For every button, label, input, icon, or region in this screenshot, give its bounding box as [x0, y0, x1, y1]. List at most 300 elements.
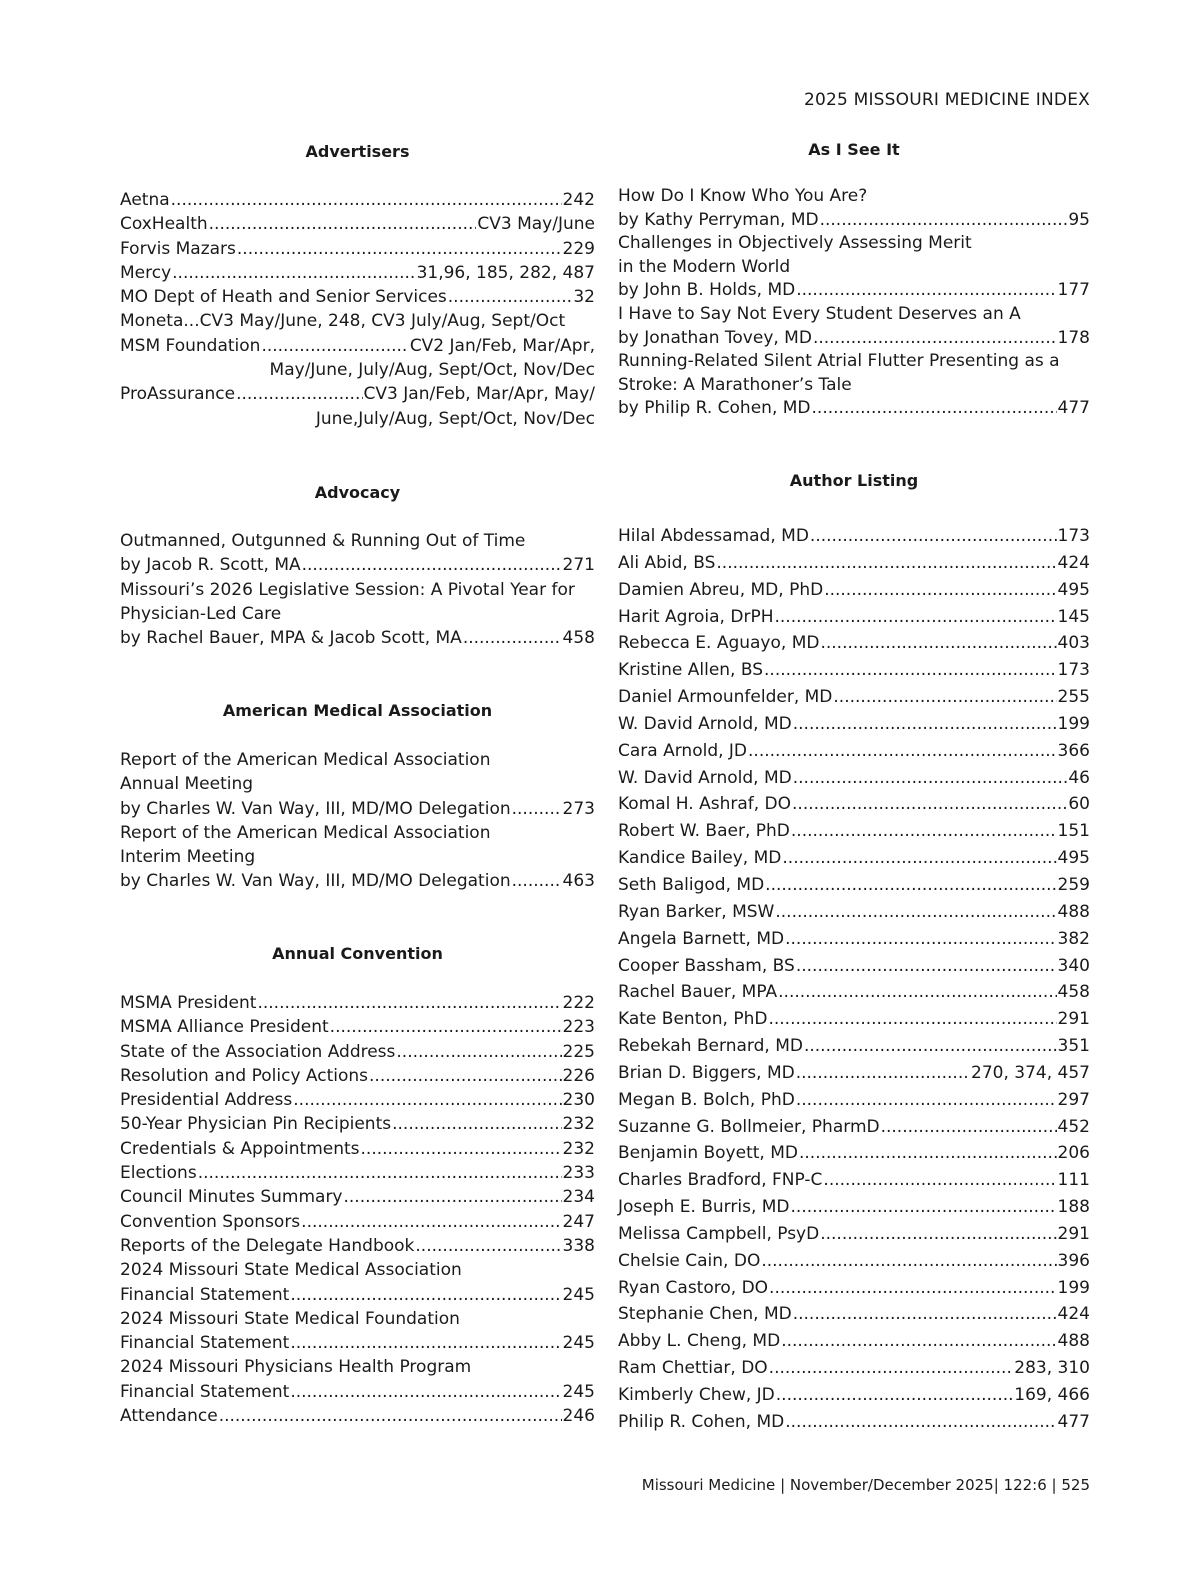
entry-label: Ram Chettiar, DO [618, 1358, 768, 1379]
dot-leader [823, 1167, 1056, 1194]
entry-page: 173 [1057, 526, 1090, 546]
dot-leader [761, 1248, 1056, 1275]
dot-leader [396, 1040, 561, 1064]
entry-page: 188 [1057, 1197, 1090, 1218]
footer-separator: | [1046, 1476, 1062, 1494]
entry-page: 340 [1057, 955, 1090, 976]
entry-page: 229 [562, 238, 595, 259]
advocacy-section [120, 483, 595, 649]
dot-leader [172, 261, 415, 285]
index-entry [120, 237, 595, 261]
section-heading: American Medical Association [222, 701, 493, 720]
dot-leader [796, 1087, 1057, 1114]
footer-separator: | [993, 1476, 1004, 1494]
entry-label: Ali Abid, BS [618, 552, 716, 573]
entry-title-line: Stroke: A Marathoner’s Tale [618, 374, 852, 395]
entry-page: 424 [1057, 1304, 1090, 1325]
dot-leader [448, 285, 573, 309]
dot-leader [764, 657, 1057, 684]
entry-label: by Kathy Perryman, MD [618, 209, 819, 230]
entry-page: 488 [1057, 1331, 1090, 1352]
index-entry [618, 327, 1090, 351]
entry-label: State of the Association Address [120, 1041, 396, 1062]
index-entry [120, 1161, 595, 1185]
entry-page: 206 [1057, 1143, 1090, 1164]
entry-page: 226 [562, 1065, 595, 1086]
section-heading: As I See It [808, 140, 900, 159]
entry-label: Seth Baligod, MD [618, 874, 765, 895]
entry-label: by Jacob R. Scott, MA [120, 555, 301, 576]
entry-page: 32 [573, 287, 595, 308]
index-entry [120, 1210, 595, 1234]
continuation-text: May/June, July/Aug, Sept/Oct, Nov/Dec [269, 360, 595, 381]
dot-leader [791, 1194, 1057, 1221]
entry-page: 245 [562, 1381, 595, 1402]
entry-title-line: Outmanned, Outgunned & Running Out of Time [120, 531, 526, 551]
index-entry [120, 1234, 595, 1258]
entry-page: CV3 Jan/Feb, Mar/Apr, May/ [363, 384, 595, 405]
convention-section [120, 944, 595, 1427]
entry-label: Angela Barnett, MD [618, 928, 785, 949]
entry-page: 225 [562, 1041, 595, 1062]
dot-leader [799, 1140, 1057, 1167]
index-entry [618, 1355, 1090, 1382]
dot-leader [778, 979, 1056, 1006]
dot-leader [792, 791, 1067, 818]
entry-label: Harit Agroia, DrPH [618, 606, 774, 627]
index-entry [618, 279, 1090, 303]
entry-label: Council Minutes Summary [120, 1187, 343, 1208]
entry-label: Elections [120, 1163, 197, 1184]
section-heading: Advocacy [314, 483, 401, 502]
entry-page: 458 [1057, 982, 1090, 1003]
index-entry [618, 1382, 1090, 1409]
index-entry [618, 397, 1090, 421]
dot-leader [344, 1185, 562, 1209]
entry-label: Cooper Bassham, BS [618, 955, 795, 976]
entry-page: 477 [1057, 1411, 1090, 1432]
index-entry [618, 1060, 1090, 1087]
entry-label: Kandice Bailey, MD [618, 848, 782, 869]
index-entry [618, 926, 1090, 953]
entry-title-line: Interim Meeting [120, 847, 256, 868]
entry-page: 458 [562, 628, 595, 649]
index-entry [618, 872, 1090, 899]
footer-journal: Missouri Medicine [641, 1476, 776, 1494]
dot-leader [301, 1210, 561, 1234]
dot-leader [209, 212, 477, 236]
entry-label: Kate Benton, PhD [618, 1009, 768, 1030]
entry-label: Joseph E. Burris, MD [618, 1197, 790, 1218]
dot-leader [791, 818, 1057, 845]
index-entry [618, 657, 1090, 684]
index-entry [618, 1006, 1090, 1033]
dot-leader [748, 738, 1057, 765]
entry-title-line: Report of the American Medical Association [120, 822, 491, 843]
dot-leader [820, 209, 1068, 233]
dot-leader [290, 1380, 561, 1404]
index-entry [618, 209, 1090, 233]
dot-leader [812, 397, 1057, 421]
dot-leader [512, 869, 562, 893]
index-entry [120, 382, 595, 406]
entry-page: 291 [1057, 1223, 1090, 1244]
entry-label: Reports of the Delegate Handbook [120, 1235, 415, 1256]
dot-leader [302, 553, 562, 577]
index-entry [120, 1331, 595, 1355]
index-entry [618, 791, 1090, 818]
entry-label: Daniel Armounfelder, MD [618, 687, 833, 708]
entry-page: 245 [562, 1333, 595, 1354]
index-entry [120, 1015, 595, 1039]
dot-leader [361, 1137, 562, 1161]
advertisers-list [120, 188, 595, 431]
dot-leader [782, 845, 1056, 872]
dot-leader [392, 1112, 561, 1136]
dot-leader [796, 1060, 970, 1087]
entry-page: 247 [562, 1211, 595, 1232]
entry-label: Aetna [120, 190, 170, 210]
dot-leader [793, 765, 1068, 792]
entry-label: Robert W. Baer, PhD [618, 821, 790, 842]
entry-label: Ryan Castoro, DO [618, 1277, 769, 1298]
entry-page: 283, 310 [1014, 1358, 1090, 1379]
advocacy-list [120, 529, 595, 650]
entry-page: 403 [1057, 633, 1090, 654]
index-entry [618, 1167, 1090, 1194]
entry-title-line: 2024 Missouri State Medical Foundation [120, 1308, 460, 1329]
index-entry [618, 979, 1090, 1006]
index-entry [618, 711, 1090, 738]
entry-page: 338 [562, 1235, 595, 1256]
index-entry [120, 1088, 595, 1112]
entry-label: Resolution and Policy Actions [120, 1065, 369, 1086]
entry-page: 46 [1068, 767, 1090, 788]
index-entry [618, 1328, 1090, 1355]
entry-page: 177 [1057, 280, 1090, 301]
as-i-see-it-list [618, 185, 1090, 421]
entry-page: 151 [1057, 821, 1090, 842]
dot-leader [793, 1301, 1057, 1328]
dot-leader [813, 327, 1057, 351]
entry-label: Rachel Bauer, MPA [618, 982, 778, 1003]
entry-label: Charles Bradford, FNP-C [618, 1170, 823, 1191]
index-entry [618, 1248, 1090, 1275]
dot-leader [290, 1283, 561, 1307]
entry-title-line: in the Modern World [618, 256, 791, 277]
index-entry [618, 1301, 1090, 1328]
entry-title-line: Missouri’s 2026 Legislative Session: A Pivotal Year for [120, 579, 575, 600]
dot-leader [810, 523, 1057, 550]
as-i-see-it-section [618, 140, 1090, 419]
footer-page-number: 525 [1061, 1476, 1090, 1494]
entry-label: by Philip R. Cohen, MD [618, 398, 811, 419]
entry-page: 31,96, 185, 282, 487 [416, 262, 595, 283]
dot-leader [775, 899, 1056, 926]
index-entry [618, 765, 1090, 792]
entry-label: by Charles W. Van Way, III, MD/MO Delegation [120, 871, 511, 892]
dot-leader [785, 926, 1056, 953]
dot-leader [219, 1404, 562, 1428]
entry-title-line: 2024 Missouri State Medical Association [120, 1260, 462, 1281]
entry-page: 452 [1057, 1116, 1090, 1137]
entry-label: Forvis Mazars [120, 238, 236, 259]
index-entry [618, 630, 1090, 657]
index-entry [618, 1087, 1090, 1114]
index-entry [120, 1112, 595, 1136]
index-entry [120, 869, 595, 893]
dot-leader [293, 1088, 561, 1112]
dot-leader [796, 279, 1056, 303]
entry-label: Cara Arnold, JD [618, 740, 748, 761]
entry-page: 169, 466 [1014, 1385, 1090, 1405]
index-entry [618, 845, 1090, 872]
entry-page: 111 [1057, 1170, 1090, 1191]
entry-label: Presidential Address [120, 1090, 293, 1111]
index-entry [618, 1275, 1090, 1302]
entry-page: 273 [562, 798, 595, 819]
entry-page: CV3 May/June [477, 214, 595, 235]
entry-page: 477 [1057, 398, 1090, 419]
entry-title-line: Challenges in Objectively Assessing Merit [618, 233, 972, 254]
entry-label: Attendance [120, 1406, 218, 1427]
entry-label: Financial Statement [120, 1284, 290, 1305]
entry-label: CoxHealth [120, 214, 208, 235]
entry-label: Financial Statement [120, 1381, 290, 1402]
footer-issue: November/December 2025 [789, 1476, 994, 1494]
entry-page: 60 [1068, 794, 1090, 815]
dot-leader [415, 1234, 561, 1258]
dot-leader [785, 1409, 1056, 1436]
index-entry [618, 818, 1090, 845]
dot-leader [804, 1033, 1057, 1060]
entry-label: Kristine Allen, BS [618, 660, 764, 681]
section-heading: Annual Convention [272, 944, 443, 963]
index-entry [120, 1040, 595, 1064]
entry-label: Kimberly Chew, JD [618, 1385, 775, 1405]
entry-label: ProAssurance [120, 384, 236, 405]
index-entry [618, 684, 1090, 711]
entry-label: Suzanne G. Bollmeier, PharmD [618, 1116, 880, 1137]
entry-continuation [120, 358, 595, 382]
index-entry [120, 626, 595, 650]
dot-leader [824, 577, 1056, 604]
dot-leader [236, 382, 362, 406]
entry-page: 173 [1057, 660, 1090, 681]
entry-page: 382 [1057, 928, 1090, 949]
entry-page: 246 [562, 1406, 595, 1427]
entry-page: 291 [1057, 1009, 1090, 1030]
entry-label: W. David Arnold, MD [618, 713, 792, 734]
entry-label: Rebecca E. Aguayo, MD [618, 633, 820, 654]
entry-page: 199 [1057, 713, 1090, 734]
dot-leader [512, 797, 562, 821]
dot-leader [881, 1114, 1057, 1141]
index-entry [120, 797, 595, 821]
entry-page: 270, 374, 457 [971, 1062, 1090, 1083]
index-entry [618, 1221, 1090, 1248]
dot-leader [776, 1382, 1014, 1409]
entry-label: by Jonathan Tovey, MD [618, 327, 812, 348]
entry-label: Brian D. Biggers, MD [618, 1062, 795, 1083]
entry-label: Melissa Campbell, PsyD [618, 1223, 820, 1244]
continuation-text: June,July/Aug, Sept/Oct, Nov/Dec [315, 408, 595, 429]
index-entry [618, 1140, 1090, 1167]
index-entry [618, 604, 1090, 631]
dot-leader [290, 1331, 561, 1355]
index-entry [618, 577, 1090, 604]
entry-page: 233 [562, 1163, 595, 1184]
entry-page: 222 [562, 993, 595, 1013]
entry-title-line: Running-Related Silent Atrial Flutter Presenting as a [618, 351, 1060, 372]
entry-label: MSMA Alliance President [120, 1017, 329, 1038]
entry-label: Komal H. Ashraf, DO [618, 794, 792, 815]
entry-label: Rebekah Bernard, MD [618, 1036, 803, 1057]
entry-label: by Rachel Bauer, MPA & Jacob Scott, MA [120, 628, 462, 649]
entry-label: Credentials & Appointments [120, 1138, 360, 1159]
entry-page: 145 [1057, 606, 1090, 627]
entry-page: 232 [562, 1114, 595, 1135]
entry-page: 297 [1057, 1089, 1090, 1110]
section-heading: Advertisers [305, 142, 410, 161]
index-entry [120, 553, 595, 577]
running-head: 2025 MISSOURI MEDICINE INDEX [803, 90, 1090, 110]
index-entry [120, 188, 595, 212]
entry-page: 366 [1057, 740, 1090, 761]
index-entry [618, 953, 1090, 980]
dot-leader [261, 334, 408, 358]
entry-page: 95 [1068, 209, 1090, 230]
entry-title-line: I Have to Say Not Every Student Deserves an A [618, 303, 1021, 324]
index-entry [120, 1185, 595, 1209]
entry-page: 463 [562, 871, 595, 892]
dot-leader [198, 1161, 562, 1185]
entry-page: 396 [1057, 1250, 1090, 1271]
dot-leader [768, 1006, 1056, 1033]
dot-leader [257, 991, 561, 1015]
entry-page: 199 [1057, 1277, 1090, 1298]
advertisers-section [120, 142, 595, 429]
entry-title-line: Annual Meeting [120, 774, 254, 795]
entry-label: by John B. Holds, MD [618, 280, 796, 301]
footer-volume: 122:6 [1003, 1476, 1047, 1494]
index-entry [618, 899, 1090, 926]
entry-label: Abby L. Cheng, MD [618, 1331, 781, 1352]
entry-page: 488 [1057, 901, 1090, 922]
entry-page: 223 [562, 1017, 595, 1038]
entry-page: 424 [1057, 552, 1090, 573]
dot-leader [793, 711, 1057, 738]
index-entry [120, 1404, 595, 1428]
entry-page: CV2 Jan/Feb, Mar/Apr, [409, 335, 595, 356]
index-entry [120, 212, 595, 236]
dot-leader [820, 1221, 1056, 1248]
entry-page: 271 [562, 555, 595, 576]
section-heading: Author Listing [789, 471, 919, 490]
entry-label: Convention Sponsors [120, 1211, 301, 1232]
entry-label: Megan B. Bolch, PhD [618, 1089, 795, 1110]
entry-label: Benjamin Boyett, MD [618, 1143, 798, 1164]
entry-label: W. David Arnold, MD [618, 767, 792, 788]
entry-label: Philip R. Cohen, MD [618, 1411, 785, 1432]
entry-title-line: Physician-Led Care [120, 603, 282, 624]
entry-label: Damien Abreu, MD, PhD [618, 579, 824, 600]
entry-title-line: Moneta...CV3 May/June, 248, CV3 July/Aug, Sept/Oct [120, 311, 566, 332]
entry-page: 232 [562, 1138, 595, 1159]
entry-label: 50-Year Physician Pin Recipients [120, 1114, 392, 1135]
dot-leader [330, 1015, 562, 1039]
index-entry [618, 1194, 1090, 1221]
entry-label: MSM Foundation [120, 335, 261, 356]
entry-page: 495 [1057, 579, 1090, 600]
dot-leader [765, 872, 1056, 899]
entry-label: Ryan Barker, MSW [618, 901, 775, 922]
dot-leader [463, 626, 562, 650]
footer-separator: | [775, 1476, 790, 1494]
entry-label: MSMA President [120, 993, 257, 1013]
index-entry [618, 1114, 1090, 1141]
index-entry [120, 1064, 595, 1088]
entry-page: 255 [1057, 687, 1090, 708]
entry-label: Chelsie Cain, DO [618, 1250, 761, 1271]
index-entry [120, 1137, 595, 1161]
entry-page: 351 [1057, 1036, 1090, 1057]
page-footer [642, 1476, 1090, 1494]
dot-leader [796, 953, 1057, 980]
dot-leader [774, 604, 1056, 631]
author-listing-section [618, 471, 1090, 1432]
entry-title-line: 2024 Missouri Physicians Health Program [120, 1357, 472, 1378]
index-entry [120, 1380, 595, 1404]
author-list [618, 523, 1090, 1436]
entry-label: by Charles W. Van Way, III, MD/MO Delegation [120, 798, 511, 819]
entry-label: Stephanie Chen, MD [618, 1304, 792, 1325]
entry-page: 178 [1057, 327, 1090, 348]
entry-title-line: Report of the American Medical Association [120, 750, 491, 770]
convention-list [120, 991, 595, 1428]
entry-title-line: How Do I Know Who You Are? [618, 186, 868, 206]
entry-page: 259 [1057, 874, 1090, 895]
index-entry [618, 550, 1090, 577]
index-entry [120, 991, 595, 1015]
entry-label: MO Dept of Heath and Senior Services [120, 287, 447, 308]
dot-leader [769, 1275, 1057, 1302]
index-entry [618, 1033, 1090, 1060]
ama-section [120, 701, 595, 892]
ama-list [120, 748, 595, 894]
dot-leader [237, 237, 562, 261]
dot-leader [369, 1064, 562, 1088]
entry-page: 245 [562, 1284, 595, 1305]
dot-leader [769, 1355, 1014, 1382]
entry-continuation [120, 407, 595, 431]
dot-leader [820, 630, 1056, 657]
entry-label: Mercy [120, 262, 172, 283]
index-entry [120, 1283, 595, 1307]
index-entry [120, 285, 595, 309]
entry-page: 234 [562, 1187, 595, 1208]
entry-page: 230 [562, 1090, 595, 1111]
entry-label: Financial Statement [120, 1333, 290, 1354]
entry-page: 495 [1057, 848, 1090, 869]
dot-leader [171, 188, 562, 212]
index-entry [618, 523, 1090, 550]
dot-leader [716, 550, 1056, 577]
dot-leader [833, 684, 1056, 711]
entry-label: Hilal Abdessamad, MD [618, 526, 809, 546]
entry-page: 242 [562, 190, 595, 210]
index-entry [120, 334, 595, 358]
